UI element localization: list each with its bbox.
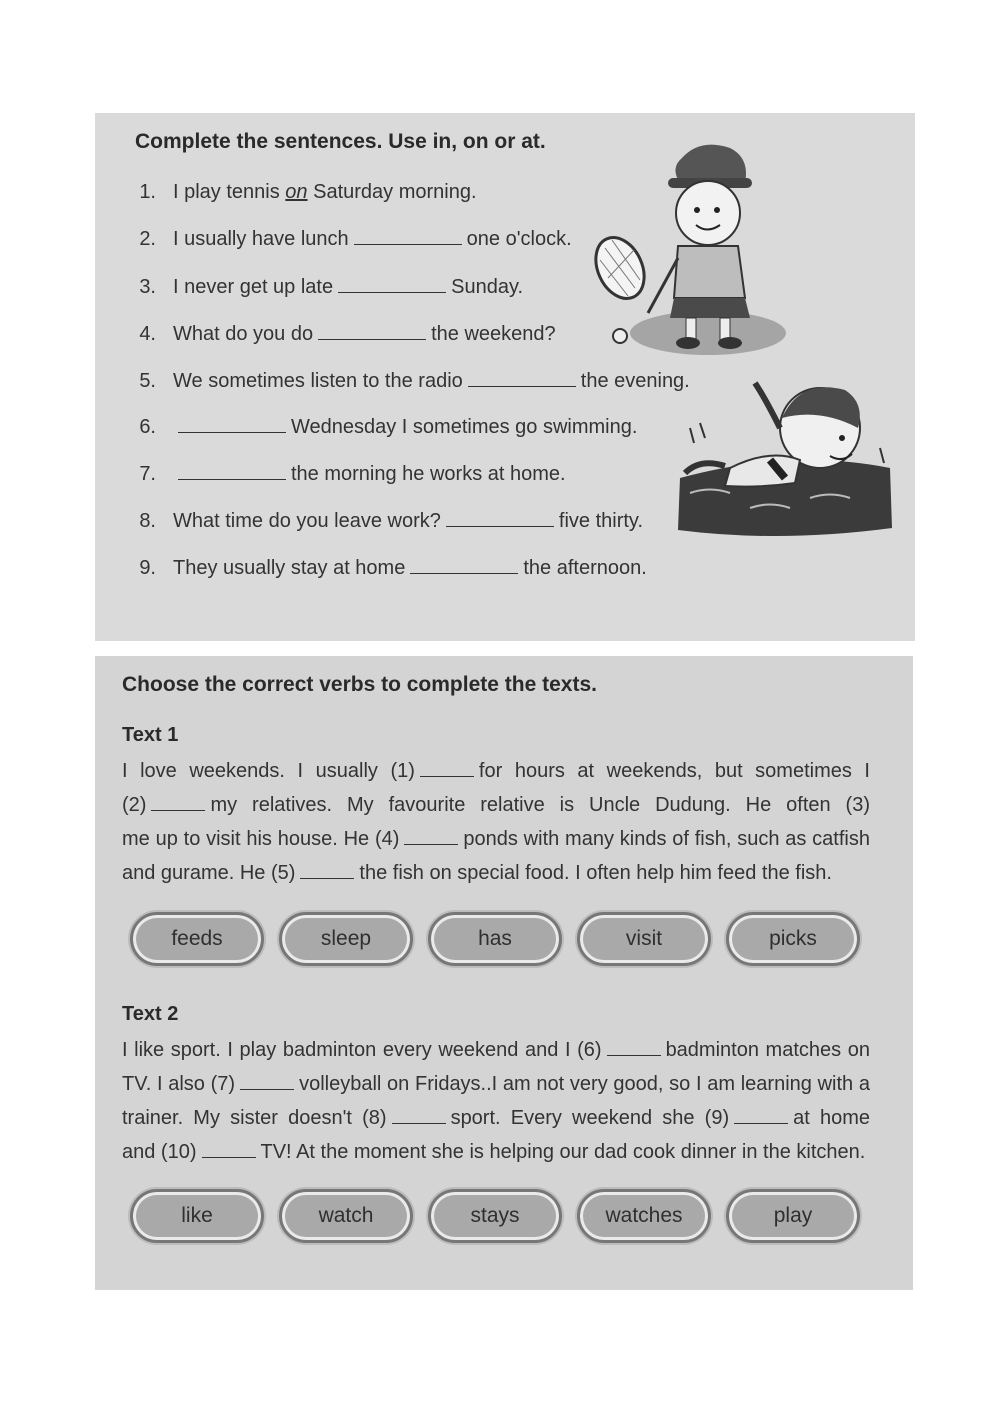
paragraph-line bbox=[122, 1067, 870, 1101]
word-option-watches[interactable]: watches bbox=[577, 1189, 711, 1243]
paragraph-line bbox=[122, 1101, 870, 1135]
paragraph-text: and gurame. He (5) bbox=[122, 862, 296, 884]
sentence-part-after: the evening. bbox=[580, 370, 690, 392]
sentence-part-after: Sunday. bbox=[451, 276, 524, 298]
paragraph-text: TV. I also (7) bbox=[122, 1073, 236, 1095]
answer-blank[interactable] bbox=[240, 1073, 294, 1090]
paragraph-text: (2) bbox=[122, 794, 147, 816]
sentence-part-before: I usually have lunch bbox=[173, 228, 349, 250]
exercise-1-heading: Complete the sentences. Use in, on or at. bbox=[135, 130, 546, 153]
paragraph-line bbox=[122, 1135, 870, 1169]
answer-blank[interactable] bbox=[468, 370, 576, 387]
word-option-visit[interactable]: visit bbox=[577, 912, 711, 966]
sentence-text bbox=[173, 181, 477, 204]
answer-blank[interactable] bbox=[420, 760, 474, 777]
paragraph-text: me up to visit his house. He (4) bbox=[122, 828, 400, 850]
paragraph-line bbox=[122, 754, 870, 788]
answer-blank[interactable] bbox=[338, 276, 446, 293]
text-2-paragraph bbox=[122, 1033, 870, 1169]
word-option-play[interactable]: play bbox=[726, 1189, 860, 1243]
sentence-number: 1. bbox=[139, 181, 156, 203]
word-option-feeds[interactable]: feeds bbox=[130, 912, 264, 966]
paragraph-text: the fish on special food. I often help him feed the fish. bbox=[359, 862, 832, 884]
paragraph-line bbox=[122, 822, 870, 856]
answer-blank[interactable] bbox=[151, 794, 205, 811]
sentence-number: 5. bbox=[139, 370, 156, 392]
answer-blank[interactable] bbox=[354, 228, 462, 245]
sentence-part-before: What time do you leave work? bbox=[173, 510, 441, 532]
text-1-title: Text 1 bbox=[122, 724, 179, 746]
sentence-text bbox=[173, 416, 637, 439]
paragraph-text: and (10) bbox=[122, 1141, 197, 1163]
sentence-number: 3. bbox=[139, 276, 156, 298]
word-option-picks[interactable]: picks bbox=[726, 912, 860, 966]
sentence-part-after: Saturday morning. bbox=[313, 181, 477, 203]
sentence-text bbox=[173, 557, 647, 580]
paragraph-text: I like sport. I play badminton every weekend and I (6) bbox=[122, 1039, 602, 1061]
paragraph-text: TV! At the moment she is helping our dad cook dinner in the kitchen. bbox=[260, 1141, 866, 1163]
sentence-text bbox=[173, 228, 572, 251]
sentence-part-before: I never get up late bbox=[173, 276, 334, 298]
word-option-like[interactable]: like bbox=[130, 1189, 264, 1243]
sentence-text bbox=[173, 370, 690, 393]
answer-blank[interactable] bbox=[404, 828, 458, 845]
sentence-part-after: Wednesday I sometimes go swimming. bbox=[291, 416, 638, 438]
word-option-watch[interactable]: watch bbox=[279, 1189, 413, 1243]
answer-blank[interactable] bbox=[607, 1039, 661, 1056]
paragraph-line bbox=[122, 856, 870, 890]
paragraph-text: at home bbox=[793, 1107, 870, 1129]
boy-swimming-icon bbox=[670, 368, 900, 543]
paragraph-text: volleyball on Fridays..I am not very good, so I am learning with a bbox=[299, 1073, 870, 1095]
exercise-2-heading: Choose the correct verbs to complete the texts. bbox=[122, 673, 597, 696]
paragraph-text: ponds with many kinds of fish, such as catfish bbox=[463, 828, 870, 850]
paragraph-line bbox=[122, 1033, 870, 1067]
sentence-text bbox=[173, 510, 643, 533]
text-2-title: Text 2 bbox=[122, 1003, 179, 1025]
paragraph-text: for hours at weekends, but sometimes I bbox=[478, 760, 870, 782]
sentence-part-before: We sometimes listen to the radio bbox=[173, 370, 463, 392]
word-option-sleep[interactable]: sleep bbox=[279, 912, 413, 966]
answer-blank[interactable] bbox=[734, 1107, 788, 1124]
paragraph-line bbox=[122, 788, 870, 822]
paragraph-text: my relatives. My favourite relative is Uncle Dudung. He often (3) bbox=[210, 794, 870, 816]
word-option-has[interactable]: has bbox=[428, 912, 562, 966]
paragraph-text: sport. Every weekend she (9) bbox=[450, 1107, 730, 1129]
answer-blank[interactable] bbox=[178, 416, 286, 433]
answer-blank[interactable] bbox=[410, 557, 518, 574]
sentence-number: 8. bbox=[139, 510, 156, 532]
sentence-text bbox=[173, 463, 566, 486]
sentence-part-after: the weekend? bbox=[431, 323, 556, 345]
paragraph-text: I love weekends. I usually (1) bbox=[122, 760, 415, 782]
exercise-2-panel bbox=[95, 656, 913, 1290]
answer-blank[interactable] bbox=[202, 1141, 256, 1158]
text-1-paragraph bbox=[122, 754, 870, 890]
sentence-part-before: They usually stay at home bbox=[173, 557, 406, 579]
answer-blank[interactable] bbox=[446, 510, 554, 527]
sentence-part-after: one o'clock. bbox=[466, 228, 572, 250]
paragraph-text: trainer. My sister doesn't (8) bbox=[122, 1107, 387, 1129]
answer-blank[interactable] bbox=[300, 862, 354, 879]
text-1-word-bank bbox=[130, 912, 860, 972]
sentence-text bbox=[173, 323, 556, 346]
text-2-word-bank bbox=[130, 1189, 860, 1249]
sentence-number: 7. bbox=[139, 463, 156, 485]
paragraph-text: badminton matches on bbox=[665, 1039, 870, 1061]
answer-blank[interactable] bbox=[392, 1107, 446, 1124]
sentence-part-after: the afternoon. bbox=[523, 557, 647, 579]
sentence-number: 9. bbox=[139, 557, 156, 579]
sentence-part-after: the morning he works at home. bbox=[291, 463, 566, 485]
word-option-stays[interactable]: stays bbox=[428, 1189, 562, 1243]
sentence-number: 4. bbox=[139, 323, 156, 345]
answer-blank[interactable] bbox=[178, 463, 286, 480]
example-answer: on bbox=[285, 181, 308, 203]
answer-blank[interactable] bbox=[318, 323, 426, 340]
sentence-part-before: I play tennis bbox=[173, 181, 280, 203]
sentence-text bbox=[173, 276, 523, 299]
sentence-number: 6. bbox=[139, 416, 156, 438]
exercise-1-panel bbox=[95, 113, 915, 641]
sentence-part-before: What do you do bbox=[173, 323, 314, 345]
sentence-number: 2. bbox=[139, 228, 156, 250]
sentence-part-after: five thirty. bbox=[558, 510, 643, 532]
boy-playing-tennis-icon bbox=[590, 138, 790, 363]
